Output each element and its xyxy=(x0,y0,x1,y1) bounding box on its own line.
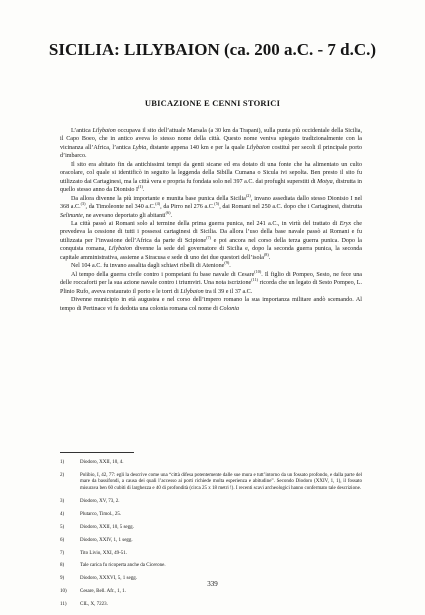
text-run: . xyxy=(170,212,173,219)
paragraph xyxy=(60,262,362,270)
text-run: . xyxy=(142,187,145,194)
text-run: , invano assediata dallo stesso Dionisio I nel 368 a.C. xyxy=(60,195,362,211)
footnote-ref: (4) xyxy=(155,201,161,207)
italic-text: Motya xyxy=(317,178,333,185)
footnote-number: 4) xyxy=(60,511,65,517)
footnote-ref: (6) xyxy=(165,209,171,215)
footnote-text: Diodoro, XXIV, 1, 1 segg. xyxy=(80,537,133,543)
paragraph xyxy=(60,192,363,220)
footnote-ref: (10) xyxy=(254,268,262,274)
footnote-number: 1) xyxy=(60,460,65,465)
text-run: , distante appena 140 km e per la quale xyxy=(146,144,247,151)
italic-text: Eryx xyxy=(339,220,352,227)
text-run: , da Timoleonte nel 340 a.C. xyxy=(85,204,156,211)
body-text xyxy=(60,127,362,313)
footnote-ref: (2) xyxy=(245,192,251,198)
footnote-text: Diodoro, XXII, 10, 5 segg. xyxy=(80,524,134,530)
text-run: che prevedeva la cessione di tutti i possessi cartaginesi di Sicilia. Da allora l’uso della base navale passò ai Romani e fu utilizzata per l’invasione dell’Africa da parte di Scipione xyxy=(60,220,362,244)
text-run: , dai Romani nel 250 a.C. dopo che i Cartaginesi, distrutta xyxy=(219,204,363,211)
footnotes xyxy=(60,460,362,615)
footnote-ref: (3) xyxy=(80,201,86,207)
footnote-text: Diodoro, XXXVI, 5, 1 segg. xyxy=(80,576,137,582)
italic-text: Selinunte xyxy=(60,212,83,219)
footnote-number: 7) xyxy=(60,550,65,556)
footnote xyxy=(60,538,362,545)
text-run: e poi ancora nel corso della terza guerra punica. Dopo la conquista romana, xyxy=(60,237,363,253)
text-run: . xyxy=(229,263,231,270)
footnote-text: CIL, X, 7223. xyxy=(80,602,108,608)
italic-text: Lilybaion xyxy=(246,144,270,151)
paragraph xyxy=(60,296,362,313)
footnote-ref: (11) xyxy=(251,277,259,283)
footnote-number: 2) xyxy=(60,472,65,478)
italic-text: Lybia xyxy=(132,144,147,151)
paragraph xyxy=(60,127,362,161)
text-run: . xyxy=(268,254,271,261)
text-run: , distrutta in quello stesso anno da Dionisio I xyxy=(60,178,362,194)
footnote xyxy=(60,602,362,609)
text-run: tra il 39 e il 37 a.C. xyxy=(203,288,253,295)
text-run: ricorda che un legato di Sesto Pompeo, L. Plinio Rufo, aveva restaurato il porto e le torri di xyxy=(60,280,362,295)
paragraph xyxy=(60,268,363,296)
footnote xyxy=(60,589,362,596)
text-run: occupava il sito dell’attuale Marsala (a 30 km da Trapani), sulla punta più occidentale della Sicilia, il Capo Boeo, che in antico aveva lo stesso nome della città. Questo nome veniva spiegato tradizionalmente con la vicinanza all’Africa, l’antica xyxy=(60,128,362,151)
text-run: L’antica xyxy=(71,128,93,134)
text-run: divenne la sede del governatore di Sicilia e, dopo la seconda guerra punica, la seconda capitale amministrativa, assieme a Siracusa e sede di uno dei due questori dell’isola xyxy=(60,246,363,261)
footnote-text: Diodoro, XV, 73, 2. xyxy=(80,498,120,504)
footnote-number: 10) xyxy=(60,589,67,595)
footnote xyxy=(60,512,362,519)
footnote-number: 3) xyxy=(60,498,65,504)
text-run: costituì per secoli il principale porto d’imbarco. xyxy=(60,144,362,160)
text-run: Divenne municipio in età augustea e nel corso dell’impero romano la sua importanza militare andò scemando. Al tempo di Pertinace vi fu dedotta una colonia romana col nome di xyxy=(60,297,362,312)
text-run: , ne avevano deportato gli abitanti xyxy=(82,212,166,219)
text-run: Al tempo della guerra civile contro i pompeiani fu base navale di Cesare xyxy=(71,271,255,278)
footnote xyxy=(60,551,362,558)
footnote-text: Plutarco, Timol., 25. xyxy=(80,511,122,517)
footnote xyxy=(60,473,362,493)
footnote-number: 5) xyxy=(60,524,65,530)
footnote-text: Cesare, Bell. Afr., 1, 1. xyxy=(80,589,126,595)
text-run: La città passò ai Romani solo al termine della prima guerra punica, nel 241 a.C., in virtù del trattato di xyxy=(71,220,340,227)
italic-text: Colonia xyxy=(219,305,240,312)
footnote-number: 8) xyxy=(60,563,65,569)
footnote xyxy=(60,499,362,506)
paragraph xyxy=(60,161,362,195)
italic-text: Lilybaion xyxy=(108,246,132,253)
footnote xyxy=(60,525,362,532)
paragraph xyxy=(60,220,362,262)
footnote xyxy=(60,460,362,467)
footnote-ref: (7) xyxy=(206,234,212,240)
footnote-number: 6) xyxy=(60,537,65,543)
footnote-text: Tito Livio, XXI, 49-51. xyxy=(80,550,128,556)
section-heading: UBICAZIONE E CENNI STORICI xyxy=(144,98,281,108)
footnote-text: Tale carica fu ricoperta anche da Cicerone. xyxy=(80,563,166,569)
footnote-ref: (1) xyxy=(138,184,143,190)
footnote-number: 9) xyxy=(60,576,65,582)
italic-text: Lilybaion xyxy=(180,288,204,295)
footnote-text: Polibio, I, 42, 77: egli la descrive come una “città difesa potentemente dalle sue mura e tutt’intorno da un fossato profondo, e dalla parte del mare da bassifondi, a causa dei quali l’accesso ai porti richiede molta esperienza e abitudine”. Secondo Diodoro (XXIV, 1, 1), il fossato misurava ben 60 cubiti di larghezza e 40 di profondità (circa 25 x 18 metri !). I recenti scavi archeologici hanno confermato tale descrizione. xyxy=(80,472,362,492)
text-run: Da allora divenne la più importante e munita base punica della Sicilia xyxy=(71,195,246,202)
footnote-text: Diodoro, XXII, 10, 4. xyxy=(80,460,124,465)
page-title: SICILIA: LILYBAION (ca. 200 a.C. - 7 d.C.) xyxy=(48,40,377,59)
italic-text: Lilybaion xyxy=(92,128,116,134)
footnote xyxy=(60,563,362,570)
page-number: 339 xyxy=(207,580,218,588)
footnote-ref: (8) xyxy=(263,251,269,257)
text-run: Nel 104 a.C. fu invano assalita dagli schiavi ribelli di Atenione xyxy=(71,263,225,270)
text-run: . Il figlio di Pompeo, Sesto, ne fece una delle roccaforti per la sua azione navale contro i triumviri. Una nota iscrizione xyxy=(60,271,363,287)
footnote-ref: (5) xyxy=(214,201,220,207)
footnote-number: 11) xyxy=(60,602,67,608)
footnote-divider xyxy=(60,452,134,453)
footnote-ref: (9) xyxy=(224,260,230,266)
text-run: Il sito era abitato fin da antichissimi tempi da genti sicane ed era dotato di una fonte che ha alimentato un culto oracolare, col quale si identificò in seguito la leggenda della Sibilla Cumana o Sicula ivi sepolta. Ben presto il sito fu utilizzato dai Cartaginesi, ma la città vera e propria fu fondata solo nel 397 a.C. dai profughi superstiti di xyxy=(60,161,362,185)
text-run: , da Pirro nel 276 a.C. xyxy=(160,204,215,211)
